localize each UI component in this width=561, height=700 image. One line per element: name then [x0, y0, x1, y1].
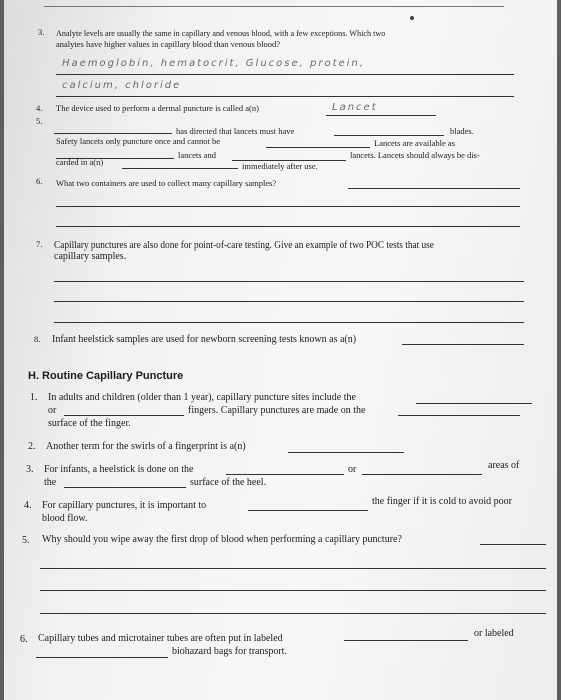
question-text: or [348, 464, 357, 475]
question-text: Capillary punctures are also done for point-of-care testing. Give an example of two POC tests that use [54, 240, 434, 251]
handwritten-answer: Lancet [332, 102, 378, 113]
question-number: 6. [20, 634, 28, 645]
ink-dot [410, 16, 414, 20]
handwritten-answer: calcium, chloride [62, 80, 182, 91]
question-text: has directed that lancets must have [176, 126, 295, 136]
answer-line [480, 544, 546, 545]
question-text: Lancets are available as [374, 138, 455, 148]
question-text: Why should you wipe away the first drop of blood when performing a capillary puncture? [42, 534, 402, 545]
answer-line [56, 206, 520, 207]
question-text: For infants, a heelstick is done on the [44, 464, 194, 475]
answer-line [362, 474, 482, 475]
question-text: Another term for the swirls of a fingerprint is a(n) [46, 441, 246, 452]
answer-line [226, 474, 344, 475]
answer-line [416, 403, 532, 404]
question-text: The device used to perform a dermal puncture is called a(n) [56, 103, 259, 113]
question-number: 7. [36, 239, 43, 249]
question-text: the finger if it is cold to avoid poor [372, 496, 512, 507]
answer-line [64, 487, 186, 488]
answer-line [402, 344, 524, 345]
answer-line [54, 281, 524, 282]
question-text: Safety lancets only puncture once and cannot be [56, 136, 221, 146]
answer-line [248, 510, 368, 511]
question-text: In adults and children (older than 1 year), capillary puncture sites include the [48, 392, 356, 403]
question-text: lancets. Lancets should always be dis- [350, 150, 480, 160]
answer-line [288, 452, 404, 453]
question-number: 3. [26, 464, 34, 475]
question-text: fingers. Capillary punctures are made on the [188, 405, 366, 416]
answer-line [344, 640, 468, 641]
question-text: Analyte levels are usually the same in capillary and venous blood, with a few exceptions. Which two [56, 28, 386, 38]
question-number: 6. [36, 176, 43, 186]
question-number: 4. [24, 500, 32, 511]
answer-line [40, 590, 546, 591]
question-text: surface of the heel. [190, 477, 267, 488]
question-text: immediately after use. [242, 161, 318, 171]
question-text: analytes have higher values in capillary blood than venous blood? [56, 39, 281, 49]
answer-line [398, 415, 520, 416]
answer-line [56, 226, 520, 227]
top-rule [44, 6, 504, 7]
question-number: 3. [38, 27, 45, 37]
question-number: 8. [34, 334, 41, 344]
question-text: surface of the finger. [48, 418, 131, 429]
answer-line [122, 168, 238, 169]
answer-line [56, 74, 514, 75]
answer-line [54, 301, 524, 302]
question-text: Capillary tubes and microtainer tubes are often put in labeled [38, 633, 283, 644]
section-heading: H. Routine Capillary Puncture [28, 370, 184, 382]
question-text: lancets and [178, 150, 216, 160]
question-number: 4. [36, 103, 43, 113]
answer-line [326, 115, 436, 116]
answer-line [64, 415, 184, 416]
question-text: carded in a(n) [56, 157, 104, 167]
question-number: 2. [28, 441, 36, 452]
answer-line [36, 657, 168, 658]
question-text: capillary samples. [54, 251, 127, 262]
worksheet-page [4, 0, 557, 700]
question-number: 5. [22, 535, 30, 546]
question-number: 1. [30, 392, 38, 403]
question-text: What two containers are used to collect many capillary samples? [56, 178, 277, 188]
answer-line [40, 613, 546, 614]
question-text: or labeled [474, 628, 514, 639]
question-text: biohazard bags for transport. [172, 646, 287, 657]
question-text: the [44, 477, 57, 488]
handwritten-answer: Haemoglobin, hematocrit, Glucose, protein, [62, 58, 365, 69]
answer-line [54, 322, 524, 323]
question-number: 5. [36, 116, 43, 126]
answer-line [40, 568, 546, 569]
question-text: blood flow. [42, 513, 88, 524]
answer-line [56, 96, 514, 97]
question-text: or [48, 405, 57, 416]
question-text: areas of [488, 460, 520, 471]
answer-line [54, 133, 172, 134]
question-text: For capillary punctures, it is important to [42, 500, 207, 511]
question-text: Infant heelstick samples are used for newborn screening tests known as a(n) [52, 334, 357, 345]
answer-line [334, 135, 444, 136]
answer-line [266, 147, 370, 148]
answer-line [348, 188, 520, 189]
question-text: blades. [450, 126, 474, 136]
